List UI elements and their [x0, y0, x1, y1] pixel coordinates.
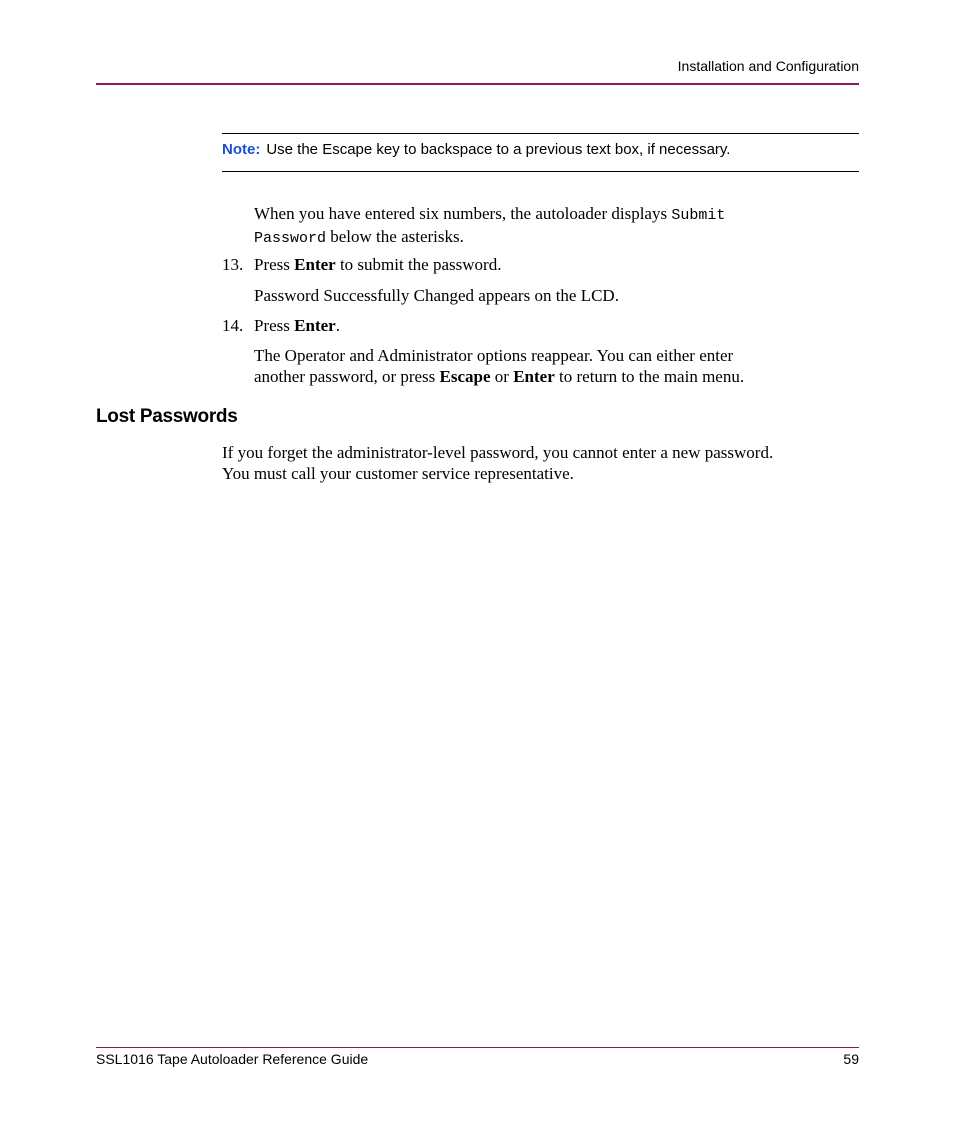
paragraph-text: If you forget the administrator-level password, you cannot enter a new password.: [222, 443, 774, 462]
paragraph-text: When you have entered six numbers, the autoloader displays: [254, 204, 672, 223]
paragraph-options-reappear: [254, 345, 744, 387]
note-text: Use the Escape key to backspace to a previous text box, if necessary.: [266, 141, 731, 158]
step-text: to submit the password.: [335, 255, 502, 274]
step-number: 14.: [222, 316, 244, 335]
section-heading: Lost Passwords: [96, 406, 238, 427]
note-label: Note:: [222, 141, 261, 158]
code-text: Password: [254, 230, 327, 247]
step-text: Press: [254, 255, 295, 274]
running-header: Installation and Configuration: [677, 58, 859, 74]
key-name: Escape: [439, 367, 491, 386]
step-14: [222, 315, 340, 336]
paragraph-lost-passwords: [222, 442, 773, 484]
note-box: [222, 133, 859, 172]
code-text: Submit: [671, 207, 726, 224]
paragraph-text: You must call your customer service representative.: [222, 464, 574, 483]
page-number: 59: [843, 1051, 859, 1067]
step-number: 13.: [222, 255, 244, 274]
step-text: Press: [254, 316, 295, 335]
note-line: [222, 141, 730, 158]
paragraph-text: below the asterisks.: [326, 227, 464, 246]
paragraph-text: The Operator and Administrator options reappear. You can either enter: [254, 346, 734, 365]
paragraph-autoloader-display: [254, 203, 725, 249]
paragraph-text: another password, or press: [254, 367, 440, 386]
footer-doc-title: SSL1016 Tape Autoloader Reference Guide: [96, 1051, 369, 1067]
paragraph-password-changed: Password Successfully Changed appears on the LCD.: [254, 286, 619, 305]
key-name: Enter: [294, 255, 336, 274]
key-name: Enter: [513, 367, 555, 386]
step-text: .: [335, 316, 340, 335]
step-13: [222, 254, 501, 275]
footer-rule: [96, 1047, 859, 1048]
key-name: Enter: [294, 316, 336, 335]
header-rule: [96, 83, 859, 85]
paragraph-text: to return to the main menu.: [554, 367, 745, 386]
paragraph-text: or: [490, 367, 514, 386]
